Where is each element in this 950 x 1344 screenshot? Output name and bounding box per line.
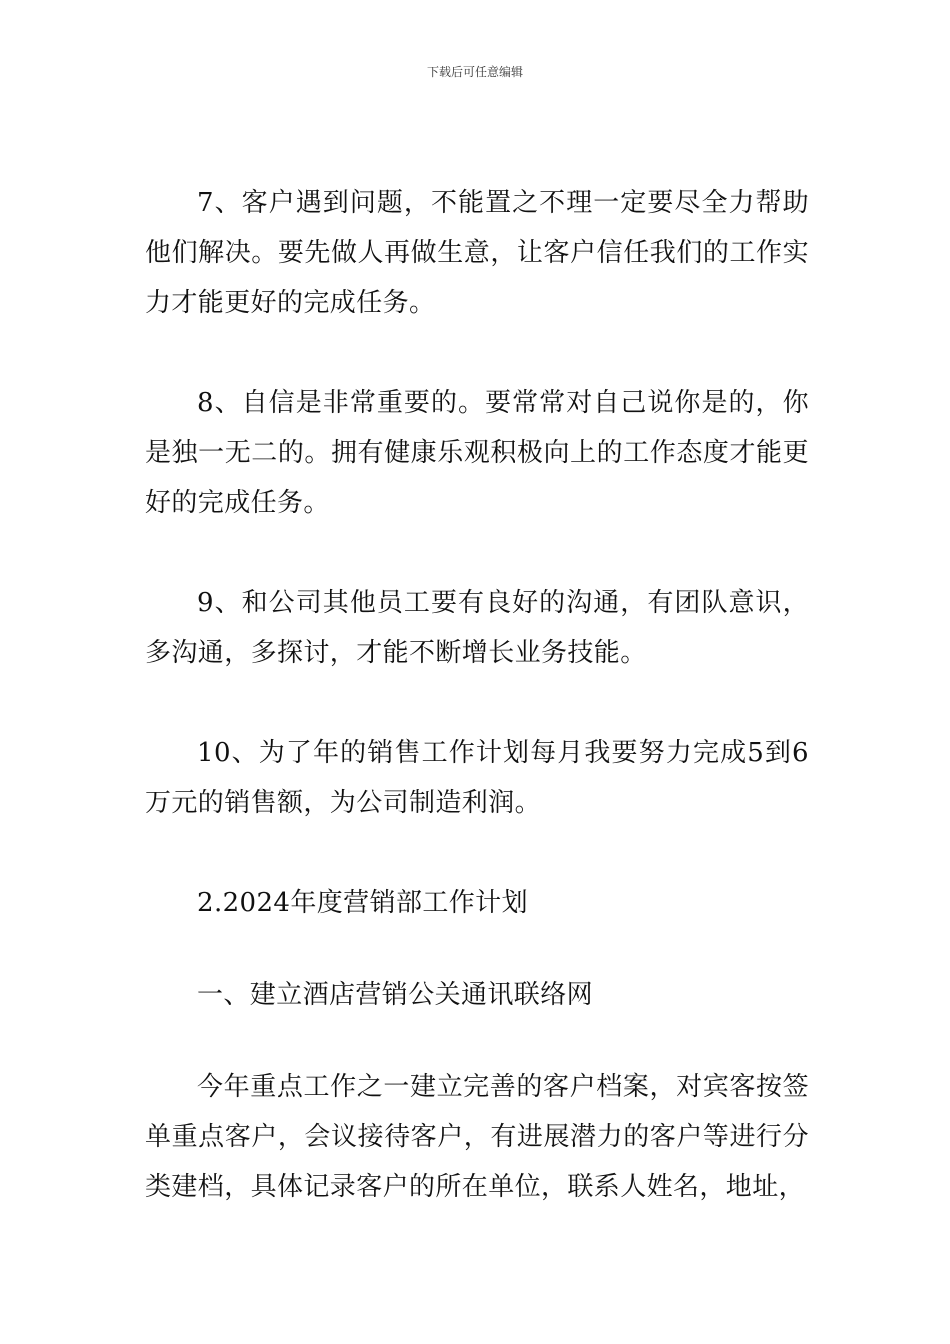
- paragraph-item-8: 8、自信是非常重要的。要常常对自己说你是的，你是独一无二的。拥有健康乐观积极向上的工作态度才能更好的完成任务。: [145, 388, 809, 518]
- subsection-heading-1: 一、建立酒店营销公关通讯联络网: [197, 980, 594, 1010]
- paragraph-item-9: 9、和公司其他员工要有良好的沟通，有团队意识，多沟通，多探讨，才能不断增长业务技能。: [145, 588, 809, 668]
- section-heading-plan: 2.2024年度营销部工作计划: [197, 888, 528, 918]
- document-body: [145, 178, 809, 1262]
- paragraph-item-7: 7、客户遇到问题，不能置之不理一定要尽全力帮助他们解决。要先做人再做生意，让客户信任我们的工作实力才能更好的完成任务。: [145, 188, 809, 318]
- paragraph-item-10: 10、为了年的销售工作计划每月我要努力完成5到6万元的销售额，为公司制造利润。: [145, 738, 809, 818]
- paragraph-client-archive: 今年重点工作之一建立完善的客户档案，对宾客按签单重点客户，会议接待客户，有进展潜力的客户等进行分类建档，具体记录客户的所在单位，联系人姓名，地址，: [145, 1072, 809, 1202]
- page-header: 下载后可任意编辑: [426, 65, 523, 79]
